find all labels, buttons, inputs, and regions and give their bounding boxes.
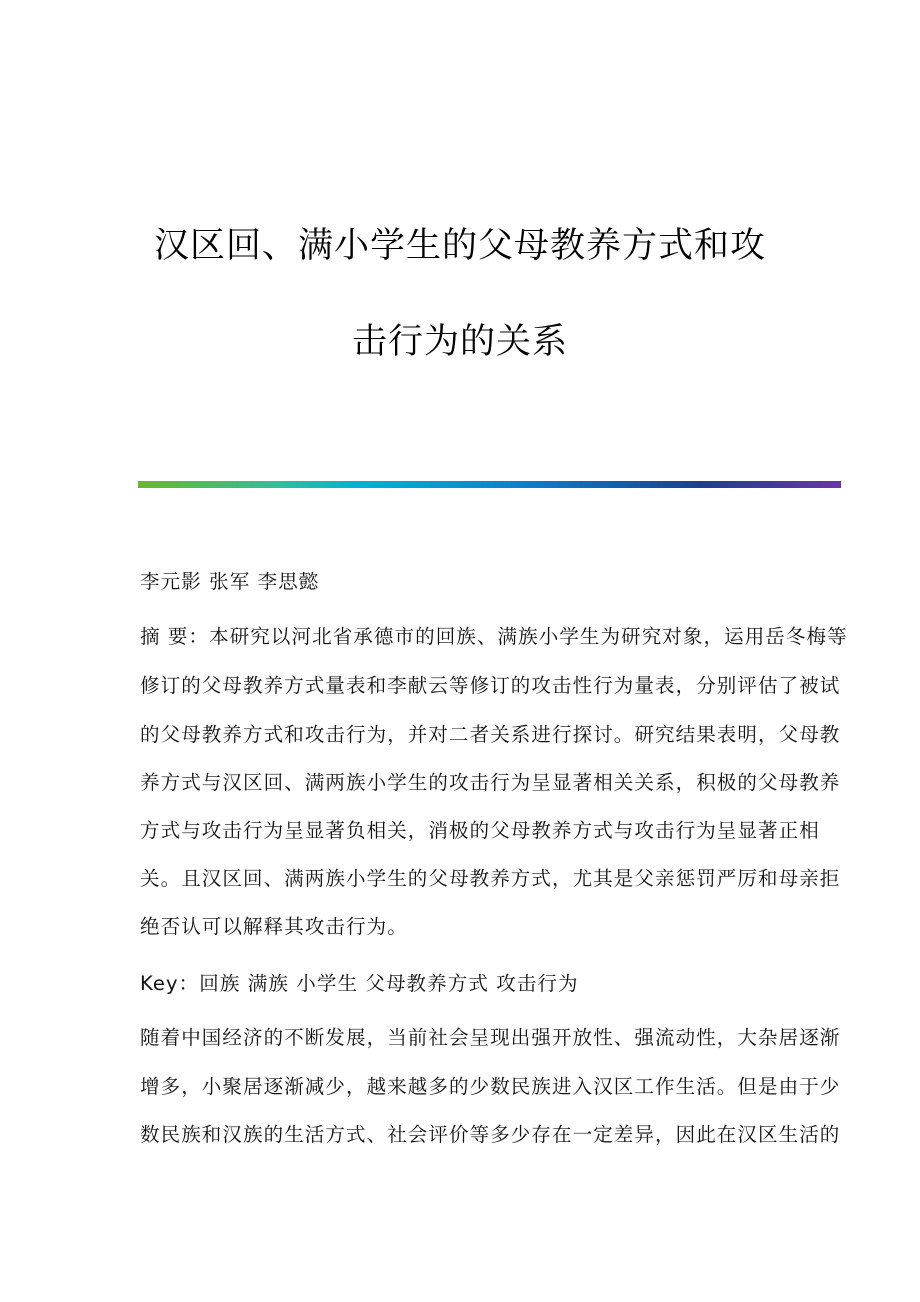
body-line: 增多，小聚居逐渐减少，越来越多的少数民族进入汉区工作生活。但是由于少 (140, 1075, 841, 1098)
abstract-line: 摘 要：本研究以河北省承德市的回族、满族小学生为研究对象，运用岳冬梅等 (140, 625, 848, 648)
body-line: 随着中国经济的不断发展，当前社会呈现出强开放性、强流动性，大杂居逐渐 (140, 1026, 841, 1049)
abstract-line: 绝否认可以解释其攻击行为。 (140, 915, 408, 938)
abstract-line: 的父母教养方式和攻击行为，并对二者关系进行探讨。研究结果表明，父母教 (140, 723, 841, 746)
abstract-line: 关。且汉区回、满两族小学生的父母教养方式，尤其是父亲惩罚严厉和母亲拒 (140, 867, 841, 890)
abstract-line: 养方式与汉区回、满两族小学生的攻击行为呈显著相关关系，积极的父母教养 (140, 771, 841, 794)
abstract-line: 方式与攻击行为呈显著负相关，消极的父母教养方式与攻击行为呈显著正相 (140, 819, 820, 842)
authors: 李元影 张军 李思懿 (140, 570, 320, 593)
abstract-line: 修订的父母教养方式量表和李献云等修订的攻击性行为量表，分别评估了被试 (140, 674, 841, 697)
gradient-divider (138, 481, 841, 488)
keywords: Key：回族 满族 小学生 父母教养方式 攻击行为 (140, 972, 579, 995)
title-line-2: 击行为的关系 (351, 322, 568, 362)
body-line: 数民族和汉族的生活方式、社会评价等多少存在一定差异，因此在汉区生活的 (140, 1123, 841, 1146)
title-line-1: 汉区回、满小学生的父母教养方式和攻 (153, 226, 766, 266)
